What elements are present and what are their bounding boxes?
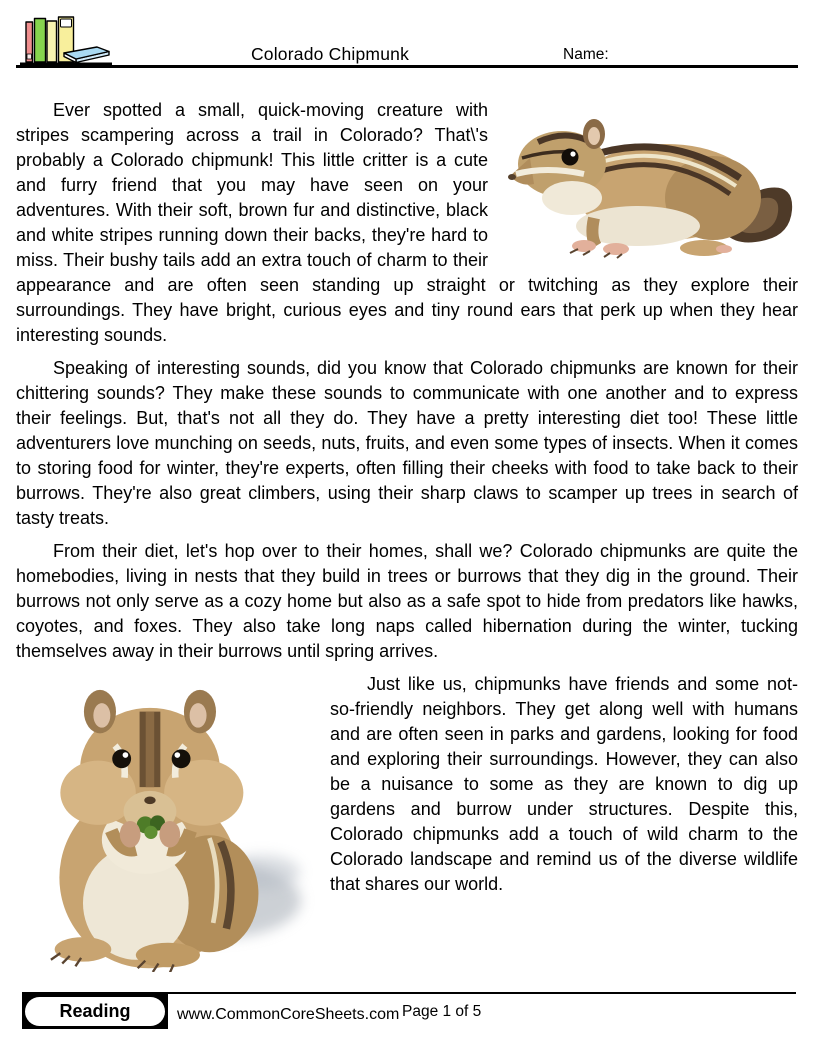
page-indicator: Page 1 of 5: [402, 1003, 482, 1020]
chipmunk-front-image: [16, 672, 316, 972]
name-label: Name:: [563, 46, 609, 63]
paragraph-3: From their diet, let's hop over to their homes, shall we? Colorado chipmunks are quite the homebodies, living in nests that they build in trees or burrows that they dig in the ground. Their burrows not only serve as a cozy home but also as a safe spot to hide from predators like hawks, coyotes, and foxes. They also take long naps called hibernation during the winter, tucking themselves away in their burrows until spring arrives.: [16, 541, 798, 661]
category-badge-label: Reading: [25, 997, 165, 1026]
chipmunk-front-illustration: [16, 672, 316, 972]
header-rule: [16, 65, 798, 68]
paragraph-1: Ever spotted a small, quick-moving creature with stripes scampering across a trail in Colorado? That\'s probably a Colorado chipmunk! This little critter is a cute and furry friend that you may have seen on your adventures. With their soft, brown fur and distinctive, black and white stripes running down their backs, they're hard to miss. Their bushy tails add an extra touch of charm to their appearance and are often seen standing up straight or twitching as they explore their surroundings. They have bright, curious eyes and tiny round ears that perk up when they hear interesting sounds.: [16, 100, 798, 345]
paragraph-4: Just like us, chipmunks have friends and some not-so-friendly neighbors. They get along well with humans and are often seen in parks and gardens, looking for food and exploring their surroundings. However, they can also be a nuisance to some as they are known to dig up gardens and burrow under structures. Despite this, Colorado chipmunks add a touch of wild charm to the Colorado landscape and remind us of the diverse wildlife that shares our world.: [330, 674, 798, 894]
chipmunk-side-illustration: [498, 100, 798, 260]
page-title: Colorado Chipmunk: [250, 44, 410, 64]
books-logo-icon: [20, 12, 112, 66]
category-badge: [22, 994, 168, 1029]
chipmunk-side-image: [498, 100, 798, 260]
website-text: www.CommonCoreSheets.com: [177, 1006, 400, 1023]
article: [16, 98, 798, 972]
paragraph-2: Speaking of interesting sounds, did you know that Colorado chipmunks are known for their chittering sounds? They make these sounds to communicate with one another and to express their feelings. But, that's not all they do. They have a pretty interesting diet too! These little adventurers love munching on seeds, nuts, fruits, and even some types of insects. When it comes to storing food for winter, they're experts, often filling their cheeks with food to take back to their burrows. They're also great climbers, using their sharp claws to scamper up trees in search of tasty treats.: [16, 358, 798, 528]
